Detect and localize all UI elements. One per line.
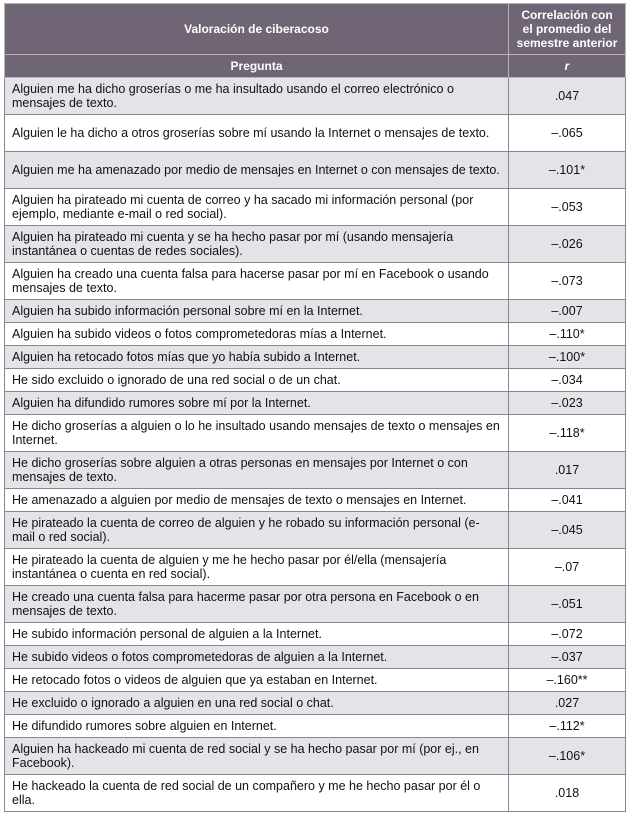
table-row — [5, 646, 626, 669]
question-cell: He sido excluido o ignorado de una red social o de un chat. — [5, 369, 509, 392]
header-correlacion-line-2: el promedio del — [522, 22, 612, 36]
table-row — [5, 512, 626, 549]
question-cell: He difundido rumores sobre alguien en Internet. — [5, 715, 509, 738]
question-cell: Alguien ha creado una cuenta falsa para hacerse pasar por mí en Facebook o usando mensajes de texto. — [5, 263, 509, 300]
table-row — [5, 549, 626, 586]
r-value-cell: –.041 — [509, 489, 626, 512]
question-cell: Alguien ha difundido rumores sobre mí por la Internet. — [5, 392, 509, 415]
table-row — [5, 586, 626, 623]
table-row — [5, 323, 626, 346]
subheader-row — [5, 55, 626, 78]
table-row — [5, 452, 626, 489]
question-cell: Alguien le ha dicho a otros groserías sobre mí usando la Internet o mensajes de texto. — [5, 115, 509, 152]
table-row — [5, 300, 626, 323]
r-value-cell: –.073 — [509, 263, 626, 300]
question-cell: He dicho groserías sobre alguien a otras personas en mensajes por Internet o con mensajes de texto. — [5, 452, 509, 489]
r-value-cell: –.053 — [509, 189, 626, 226]
question-cell: He creado una cuenta falsa para hacerme pasar por otra persona en Facebook o en mensajes de texto. — [5, 586, 509, 623]
table-row — [5, 669, 626, 692]
question-cell: Alguien me ha amenazado por medio de mensajes en Internet o con mensajes de texto. — [5, 152, 509, 189]
table-row — [5, 623, 626, 646]
r-value-cell: –.118* — [509, 415, 626, 452]
r-value-cell: –.065 — [509, 115, 626, 152]
subheader-r: r — [509, 55, 626, 78]
question-cell: Alguien ha retocado fotos mías que yo había subido a Internet. — [5, 346, 509, 369]
r-value-cell: –.023 — [509, 392, 626, 415]
header-valoracion: Valoración de ciberacoso — [5, 4, 509, 55]
table-row — [5, 115, 626, 152]
header-correlacion-line-1: Correlación con — [521, 8, 613, 22]
table-row — [5, 415, 626, 452]
question-cell: He pirateado la cuenta de correo de alguien y he robado su información personal (e-mail o red social). — [5, 512, 509, 549]
question-cell: He retocado fotos o videos de alguien que ya estaban en Internet. — [5, 669, 509, 692]
header-correlacion — [509, 4, 626, 55]
question-cell: Alguien ha subido información personal sobre mí en la Internet. — [5, 300, 509, 323]
table-row — [5, 263, 626, 300]
r-value-cell: –.072 — [509, 623, 626, 646]
question-cell: He dicho groserías a alguien o lo he insultado usando mensajes de texto o mensajes en Internet. — [5, 415, 509, 452]
table-row — [5, 715, 626, 738]
r-value-cell: –.034 — [509, 369, 626, 392]
question-cell: Alguien ha pirateado mi cuenta y se ha hecho pasar por mí (usando mensajería instantánea o cuentas de redes sociales). — [5, 226, 509, 263]
r-value-cell: .027 — [509, 692, 626, 715]
table-row — [5, 775, 626, 812]
table-row — [5, 346, 626, 369]
question-cell: He excluido o ignorado a alguien en una red social o chat. — [5, 692, 509, 715]
table-row — [5, 738, 626, 775]
r-value-cell: –.07 — [509, 549, 626, 586]
r-value-cell: –.007 — [509, 300, 626, 323]
r-value-cell: .047 — [509, 78, 626, 115]
r-value-cell: –.100* — [509, 346, 626, 369]
question-cell: He subido información personal de alguien a la Internet. — [5, 623, 509, 646]
question-cell: He hackeado la cuenta de red social de un compañero y me he hecho pasar por él o ella. — [5, 775, 509, 812]
table-row — [5, 489, 626, 512]
r-value-cell: –.160** — [509, 669, 626, 692]
r-value-cell: –.112* — [509, 715, 626, 738]
header-row — [5, 4, 626, 55]
header-correlacion-line-3: semestre anterior — [516, 36, 618, 50]
question-cell: He pirateado la cuenta de alguien y me he hecho pasar por él/ella (mensajería instantánea o cuenta en red social). — [5, 549, 509, 586]
table-row — [5, 189, 626, 226]
r-value-cell: –.045 — [509, 512, 626, 549]
cyberbullying-correlation-table — [4, 3, 626, 812]
r-value-cell: –.037 — [509, 646, 626, 669]
question-cell: Alguien ha subido videos o fotos comprometedoras mías a Internet. — [5, 323, 509, 346]
subheader-pregunta: Pregunta — [5, 55, 509, 78]
correlation-table-container — [4, 3, 625, 812]
question-cell: He amenazado a alguien por medio de mensajes de texto o mensajes en Internet. — [5, 489, 509, 512]
r-value-cell: –.026 — [509, 226, 626, 263]
table-row — [5, 226, 626, 263]
r-value-cell: –.051 — [509, 586, 626, 623]
table-row — [5, 392, 626, 415]
question-cell: Alguien ha hackeado mi cuenta de red social y se ha hecho pasar por mí (por ej., en Facebook). — [5, 738, 509, 775]
table-row — [5, 152, 626, 189]
question-cell: Alguien me ha dicho groserías o me ha insultado usando el correo electrónico o mensajes de texto. — [5, 78, 509, 115]
r-value-cell: .018 — [509, 775, 626, 812]
table-row — [5, 369, 626, 392]
question-cell: He subido videos o fotos comprometedoras de alguien a la Internet. — [5, 646, 509, 669]
r-value-cell: .017 — [509, 452, 626, 489]
table-row — [5, 78, 626, 115]
table-row — [5, 692, 626, 715]
r-value-cell: –.101* — [509, 152, 626, 189]
r-value-cell: –.110* — [509, 323, 626, 346]
question-cell: Alguien ha pirateado mi cuenta de correo y ha sacado mi información personal (por ejemplo, mediante e-mail o red social). — [5, 189, 509, 226]
r-value-cell: –.106* — [509, 738, 626, 775]
